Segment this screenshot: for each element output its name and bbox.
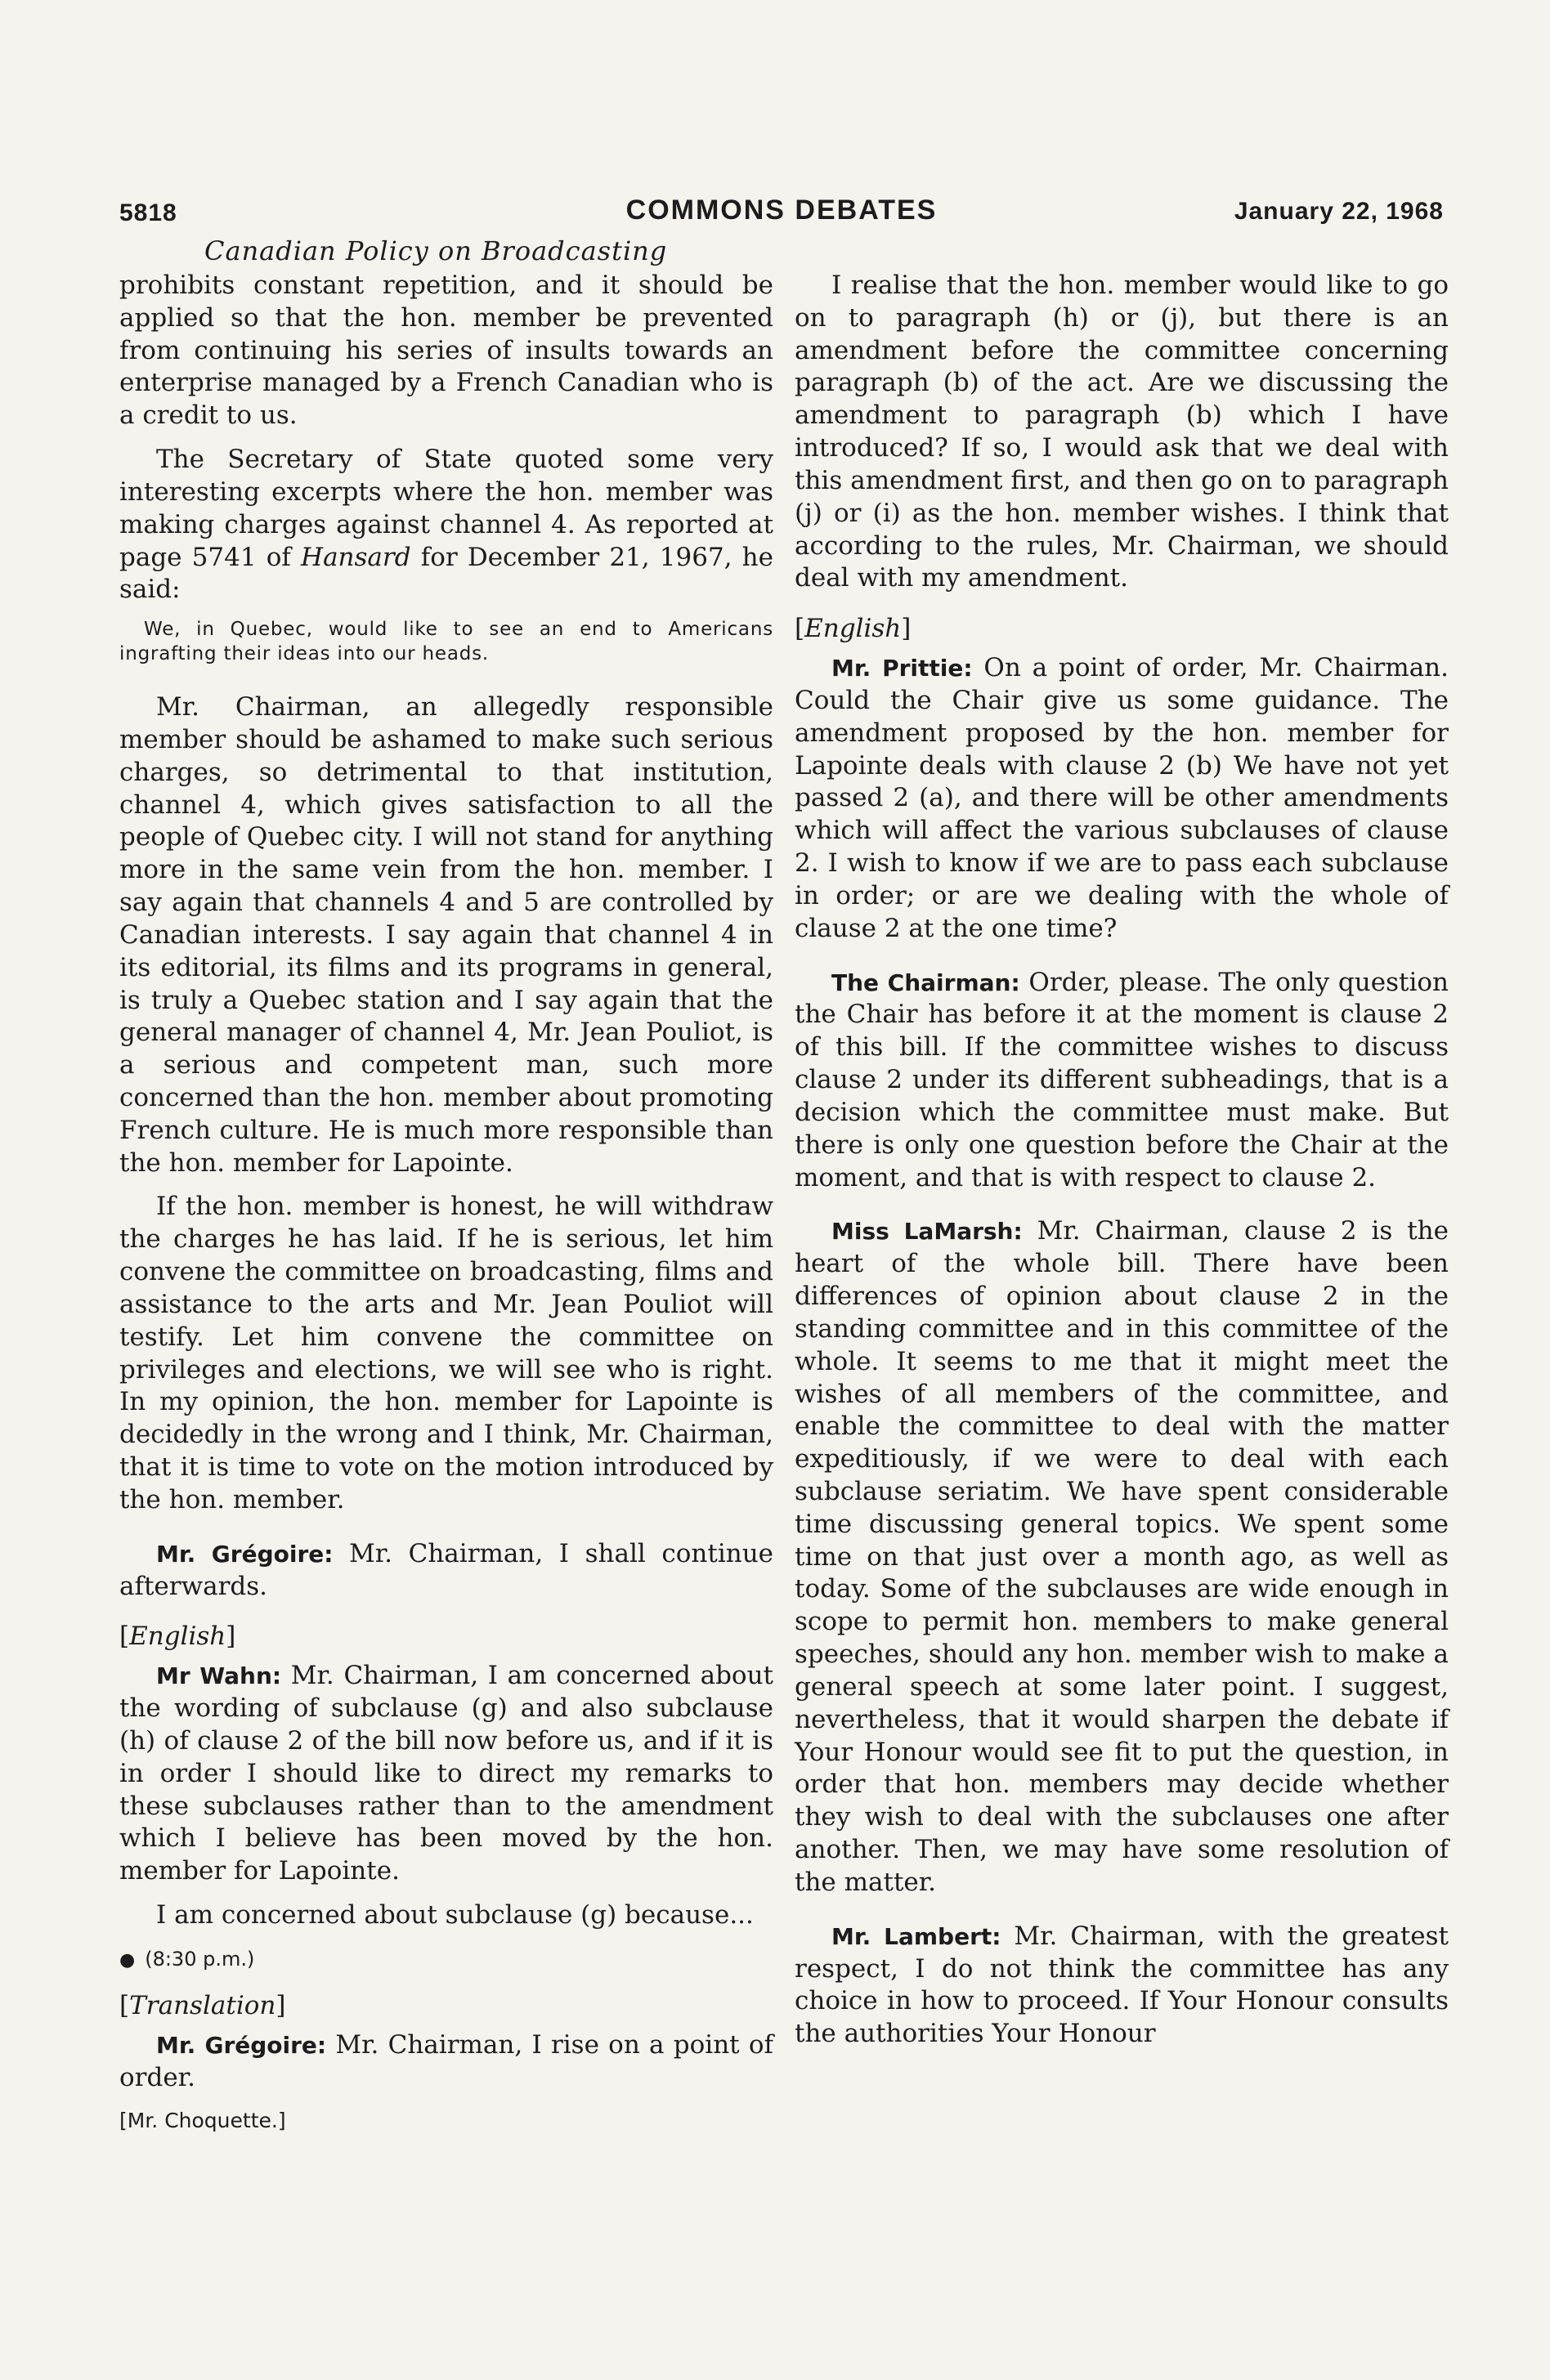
paragraph-text: for December 21, 1967, he said: xyxy=(119,542,773,605)
speaker-name: Mr Wahn: xyxy=(156,1662,282,1690)
speech-text: Order, please. The only question the Chair has before it at the moment is clause 2 of this bill. If the committee wishes to discuss clause 2 under its different subheadings, that is a decision which the committee must make. But there is only one question before the Chair at the moment, and that is with respect to clause 2. xyxy=(795,967,1449,1192)
language-note: [English] xyxy=(795,614,912,644)
speaker-name: Mr. Prittie: xyxy=(831,655,973,682)
page-number: 5818 xyxy=(119,199,177,226)
publication-title: COMMONS DEBATES xyxy=(625,195,938,226)
speaker-name: Mr. Grégoire: xyxy=(156,1540,334,1568)
paragraph-text: The Secretary of State quoted some very interesting excerpts where the hon. member was making charges against channel 4. As reported at page 5741 of xyxy=(119,445,773,572)
paragraph xyxy=(119,444,773,606)
quotation: We, in Quebec, would like to see an end to Americans ingrafting their ideas into our heads. xyxy=(119,619,773,665)
subject-heading: Canadian Policy on Broadcasting xyxy=(204,235,668,266)
speech xyxy=(795,1215,1449,1899)
speaker-name: The Chairman: xyxy=(831,969,1020,996)
language-note: [Translation] xyxy=(119,1991,286,2021)
hansard-reference: Hansard xyxy=(301,542,411,572)
speech-text: Mr. Chairman, I rise on a point of order. xyxy=(119,2029,773,2092)
language-note: [English] xyxy=(119,1622,236,1652)
speech-text: Mr. Chairman, clause 2 is the heart of the whole bill. There have been differences of opinion about clause 2 in the standing committee and in this committee of the whole. It seems to me that it might meet the wishes of all members of the committee, and enable the committee to deal with the matter expeditiously, if we were to deal with each subclause seriatim. We have spent considerable time discussing general topics. We spent some time on that just over a month ago, as well as today. Some of the subclauses are wide enough in scope to permit hon. members to make general speeches, should any hon. member wish to make a general speech at some later point. I suggest, nevertheless, that it would sharpen the debate if Your Honour would see fit to put the question, in order that hon. members may decide whether they wish to deal with the subclauses one after another. Then, we may have some resolution of the matter. xyxy=(795,1216,1449,1897)
speech xyxy=(119,1538,773,1604)
speech-text: Mr. Chairman, with the greatest respect, I do not think the committee has any choice in how to proceed. If Your Honour consults the authorities Your Honour xyxy=(795,1921,1449,2049)
paragraph: I realise that the hon. member would like to go on to paragraph (h) or (j), but there is an amendment before the committee concerning paragraph (b) of the act. Are we discussing the amendment to paragraph (b) which I have introduced? If so, I would ask that we deal with this amendment first, and then go on to paragraph (j) or (i) as the hon. member wishes. I think that according to the rules, Mr. Chairman, we should deal with my amendment. xyxy=(795,271,1449,593)
speech xyxy=(795,967,1449,1195)
speaker-name: Mr. Lambert: xyxy=(831,1922,1001,1950)
paragraph: I am concerned about subclause (g) because... xyxy=(156,1900,754,1930)
time-text: (8:30 p.m.) xyxy=(145,1947,255,1971)
speech-text: Mr. Chairman, I am concerned about the wording of subclause (g) and also subclause (h) of clause 2 of the bill now before us, and if it is in order I should like to direct my remarks to these subclauses rather than to the amendment which I believe has been moved by the hon. member for Lapointe. xyxy=(119,1661,773,1886)
bullet-icon: ● xyxy=(119,1949,136,1971)
language-note-text: English xyxy=(804,614,902,644)
language-note-text: Translation xyxy=(129,1991,276,2021)
speech xyxy=(119,2029,773,2095)
page-header xyxy=(119,195,1444,235)
paragraph: Mr. Chairman, an allegedly responsible member should be ashamed to make such serious charges, so detrimental to that institution, channel 4, which gives satisfaction to all the people of Quebec city. I will not stand for anything more in the same vein from the hon. member. I say again that channels 4 and 5 are controlled by Canadian interests. I say again that channel 4 in its editorial, its films and its programs in general, is truly a Quebec station and I say again that the general manager of channel 4, Mr. Jean Pouliot, is a serious and competent man, such more concerned than the hon. member about promoting French culture. He is much more responsible than the hon. member for Lapointe. xyxy=(119,692,773,1178)
continuation-note: [Mr. Choquette.] xyxy=(119,2108,286,2132)
paragraph: prohibits constant repetition, and it should be applied so that the hon. member be prevented from continuing his series of insults towards an enterprise managed by a French Canadian who is a credit to us. xyxy=(119,271,773,431)
speech-text: Mr. Chairman, I shall continue afterwards. xyxy=(119,1538,774,1601)
issue-date: January 22, 1968 xyxy=(1234,198,1444,225)
left-column xyxy=(119,270,773,2134)
speech xyxy=(795,1921,1449,2051)
paragraph: If the hon. member is honest, he will withdraw the charges he has laid. If he is serious, let him convene the committee on broadcasting, films and assistance to the arts and Mr. Jean Pouliot will testify. Let him convene the committee on privileges and elections, we will see who is right. In my opinion, the hon. member for Lapointe is decidedly in the wrong and I think, Mr. Chairman, that it is time to vote on the motion introduced by the hon. member. xyxy=(119,1192,773,1514)
speech xyxy=(119,1660,773,1888)
speech xyxy=(795,652,1449,945)
speaker-name: Miss LaMarsh: xyxy=(831,1218,1023,1246)
time-marker xyxy=(119,1947,773,1972)
language-note-text: English xyxy=(129,1622,226,1652)
speech-text: On a point of order, Mr. Chairman. Could the Chair give us some guidance. The amendment proposed by the hon. member for Lapointe deals with clause 2 (b) We have not yet passed 2 (a), and there will be other amendments which will affect the various subclauses of clause 2. I wish to know if we are to pass each subclause in order; or are we dealing with the whole of clause 2 at the one time? xyxy=(795,653,1449,943)
speaker-name: Mr. Grégoire: xyxy=(156,2031,327,2059)
right-column xyxy=(795,270,1449,2062)
